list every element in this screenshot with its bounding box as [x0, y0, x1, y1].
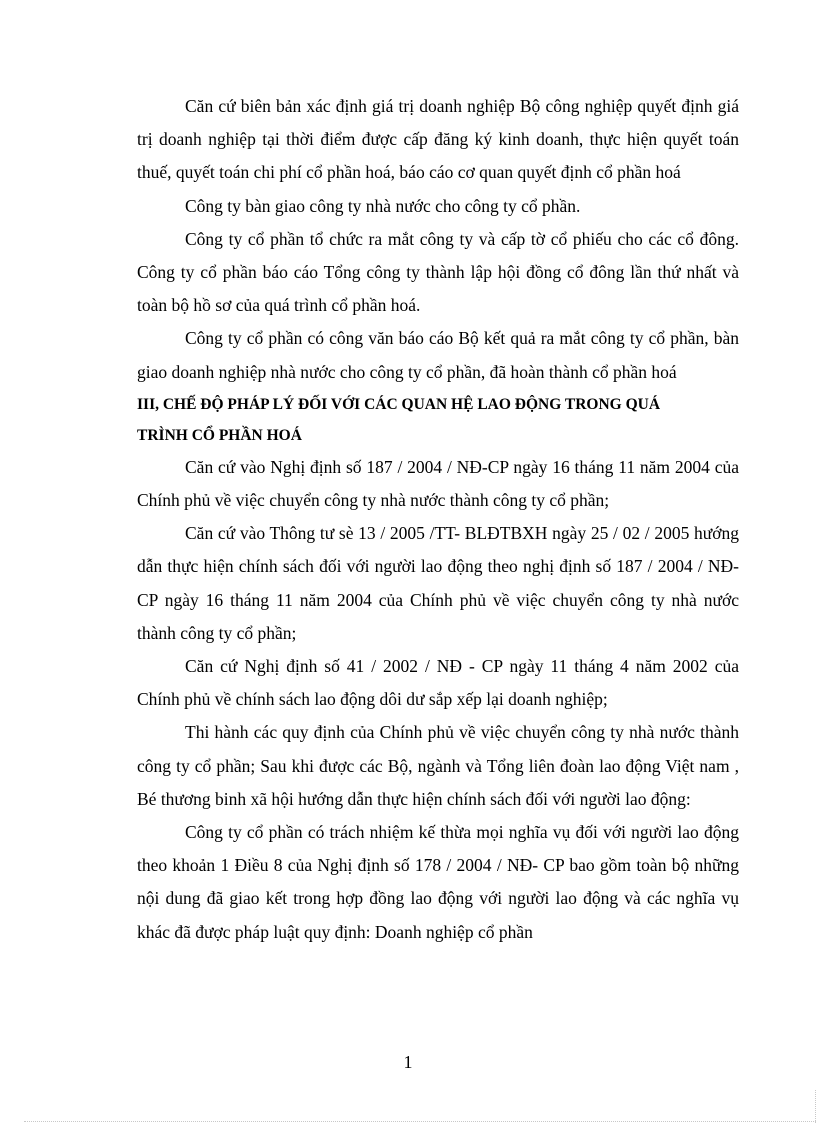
paragraph: Thi hành các quy định của Chính phủ về việc chuyển công ty nhà nước thành công ty cổ phần; Sau khi được các Bộ, ngành và Tổng liên đoàn lao động Việt nam , Bé thương binh xã hội hướng dẫn thực hiện chính sách đối với người lao động:: [137, 722, 739, 809]
paragraph: Căn cứ biên bản xác định giá trị doanh nghiệp Bộ công nghiệp quyết định giá trị doanh nghiệp tại thời điểm được cấp đăng ký kinh doanh, thực hiện quyết toán thuế, quyết toán chi phí cổ phần hoá, báo cáo cơ quan quyết định cổ phần hoá: [137, 96, 739, 183]
paragraph: Căn cứ vào Thông tư sè 13 / 2005 /TT- BLĐTBXH ngày 25 / 02 / 2005 hướng dẫn thực hiện chính sách đối với người lao động theo nghị định số 187 / 2004 / NĐ-CP ngày 16 tháng 11 năm 2004 của Chính phủ về việc chuyển công ty nhà nước thành công ty cổ phần;: [137, 523, 739, 643]
paragraph: Công ty cổ phần có trách nhiệm kế thừa mọi nghĩa vụ đối với người lao động theo khoản 1 Điều 8 của Nghị định số 178 / 2004 / NĐ- CP bao gồm toàn bộ những nội dung đã giao kết trong hợp đồng lao động với người lao động và các nghĩa vụ khác đã được pháp luật quy định: Doanh nghiệp cổ phần: [137, 822, 739, 942]
paragraph: Căn cứ vào Nghị định số 187 / 2004 / NĐ-CP ngày 16 tháng 11 năm 2004 của Chính phủ về việc chuyển công ty nhà nước thành công ty cổ phần;: [137, 456, 739, 511]
section-heading: III, CHẾ ĐỘ PHÁP LÝ ĐỐI VỚI CÁC QUAN HỆ LAO ĐỘNG TRONG QUÁ TRÌNH CỔ PHẦN HOÁ: [137, 395, 661, 444]
paragraph: Công ty cổ phần có công văn báo cáo Bộ kết quả ra mắt công ty cổ phần, bàn giao doanh nghiệp nhà nước cho công ty cổ phần, đã hoàn thành cổ phần hoá: [137, 328, 739, 382]
page-body: [137, 90, 739, 949]
paragraph: Công ty bàn giao công ty nhà nước cho công ty cổ phần.: [185, 195, 581, 216]
page-number: 1: [403, 1052, 413, 1072]
page-border-bottom: [24, 1121, 816, 1122]
paragraph: Công ty cổ phần tổ chức ra mắt công ty và cấp tờ cổ phiếu cho các cổ đông. Công ty cổ phần báo cáo Tổng công ty thành lập hội đồng cổ đông lần thứ nhất và toàn bộ hồ sơ của quá trình cổ phần hoá.: [137, 228, 739, 316]
paragraph: Căn cứ Nghị định số 41 / 2002 / NĐ - CP ngày 11 tháng 4 năm 2002 của Chính phủ về chính sách lao động dôi dư sắp xếp lại doanh nghiệp;: [137, 656, 739, 710]
